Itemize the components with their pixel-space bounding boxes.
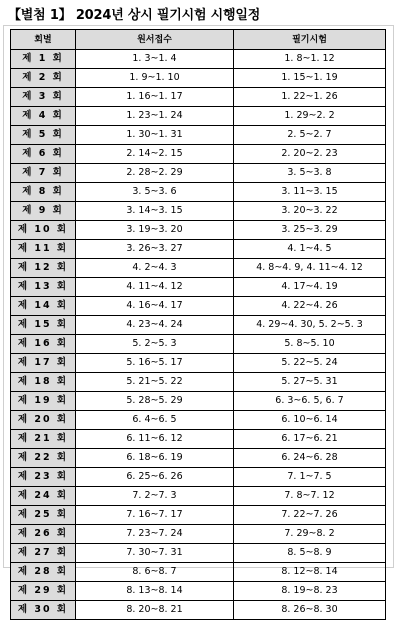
- exam-cell: 1. 8~1. 12: [234, 50, 386, 69]
- table-row: [11, 316, 386, 335]
- exam-cell: 5. 22~5. 24: [234, 354, 386, 373]
- header-round: 회별: [11, 30, 76, 50]
- round-cell: 제 29 회: [11, 582, 76, 601]
- table-row: [11, 259, 386, 278]
- application-cell: 6. 25~6. 26: [76, 468, 234, 487]
- header-application: 원서접수: [76, 30, 234, 50]
- table-row: [11, 69, 386, 88]
- round-cell: 제 4 회: [11, 107, 76, 126]
- application-cell: 7. 23~7. 24: [76, 525, 234, 544]
- table-row: [11, 506, 386, 525]
- application-cell: 3. 19~3. 20: [76, 221, 234, 240]
- application-cell: 4. 23~4. 24: [76, 316, 234, 335]
- application-cell: 1. 30~1. 31: [76, 126, 234, 145]
- exam-cell: 3. 11~3. 15: [234, 183, 386, 202]
- table-row: [11, 430, 386, 449]
- round-cell: 제 22 회: [11, 449, 76, 468]
- round-cell: 제 10 회: [11, 221, 76, 240]
- table-row: [11, 354, 386, 373]
- exam-cell: 6. 3~6. 5, 6. 7: [234, 392, 386, 411]
- exam-cell: 7. 22~7. 26: [234, 506, 386, 525]
- table-header: [11, 30, 386, 50]
- round-cell: 제 9 회: [11, 202, 76, 221]
- exam-cell: 8. 26~8. 30: [234, 601, 386, 620]
- exam-cell: 3. 5~3. 8: [234, 164, 386, 183]
- exam-cell: 2. 20~2. 23: [234, 145, 386, 164]
- round-cell: 제 7 회: [11, 164, 76, 183]
- round-cell: 제 1 회: [11, 50, 76, 69]
- round-cell: 제 20 회: [11, 411, 76, 430]
- table-row: [11, 221, 386, 240]
- table-row: [11, 373, 386, 392]
- exam-cell: 6. 24~6. 28: [234, 449, 386, 468]
- application-cell: 7. 16~7. 17: [76, 506, 234, 525]
- table-row: [11, 544, 386, 563]
- table-row: [11, 487, 386, 506]
- exam-cell: 1. 15~1. 19: [234, 69, 386, 88]
- table-body: [11, 50, 386, 620]
- table-row: [11, 240, 386, 259]
- table-row: [11, 145, 386, 164]
- exam-cell: 1. 22~1. 26: [234, 88, 386, 107]
- table-row: [11, 88, 386, 107]
- application-cell: 3. 5~3. 6: [76, 183, 234, 202]
- table-row: [11, 601, 386, 620]
- application-cell: 1. 16~1. 17: [76, 88, 234, 107]
- exam-cell: 4. 1~4. 5: [234, 240, 386, 259]
- application-cell: 7. 2~7. 3: [76, 487, 234, 506]
- round-cell: 제 13 회: [11, 278, 76, 297]
- application-cell: 1. 3~1. 4: [76, 50, 234, 69]
- application-cell: 6. 11~6. 12: [76, 430, 234, 449]
- application-cell: 8. 20~8. 21: [76, 601, 234, 620]
- round-cell: 제 26 회: [11, 525, 76, 544]
- table-row: [11, 582, 386, 601]
- round-cell: 제 3 회: [11, 88, 76, 107]
- application-cell: 2. 28~2. 29: [76, 164, 234, 183]
- round-cell: 제 28 회: [11, 563, 76, 582]
- exam-cell: 8. 5~8. 9: [234, 544, 386, 563]
- table-row: [11, 411, 386, 430]
- table-row: [11, 183, 386, 202]
- exam-cell: 8. 19~8. 23: [234, 582, 386, 601]
- round-cell: 제 21 회: [11, 430, 76, 449]
- application-cell: 4. 16~4. 17: [76, 297, 234, 316]
- table-row: [11, 107, 386, 126]
- application-cell: 3. 26~3. 27: [76, 240, 234, 259]
- table-row: [11, 468, 386, 487]
- application-cell: 3. 14~3. 15: [76, 202, 234, 221]
- exam-cell: 6. 10~6. 14: [234, 411, 386, 430]
- application-cell: 2. 14~2. 15: [76, 145, 234, 164]
- table-row: [11, 563, 386, 582]
- exam-cell: 7. 1~7. 5: [234, 468, 386, 487]
- application-cell: 5. 28~5. 29: [76, 392, 234, 411]
- round-cell: 제 19 회: [11, 392, 76, 411]
- round-cell: 제 5 회: [11, 126, 76, 145]
- application-cell: 6. 4~6. 5: [76, 411, 234, 430]
- table-row: [11, 335, 386, 354]
- table-row: [11, 126, 386, 145]
- round-cell: 제 15 회: [11, 316, 76, 335]
- table-row: [11, 392, 386, 411]
- exam-cell: 3. 20~3. 22: [234, 202, 386, 221]
- round-cell: 제 2 회: [11, 69, 76, 88]
- round-cell: 제 25 회: [11, 506, 76, 525]
- round-cell: 제 12 회: [11, 259, 76, 278]
- header-row: [11, 30, 386, 50]
- exam-schedule-table: [10, 29, 386, 620]
- application-cell: 5. 21~5. 22: [76, 373, 234, 392]
- round-cell: 제 11 회: [11, 240, 76, 259]
- application-cell: 6. 18~6. 19: [76, 449, 234, 468]
- exam-cell: 3. 25~3. 29: [234, 221, 386, 240]
- round-cell: 제 23 회: [11, 468, 76, 487]
- exam-cell: 5. 27~5. 31: [234, 373, 386, 392]
- exam-cell: 4. 17~4. 19: [234, 278, 386, 297]
- exam-cell: 7. 8~7. 12: [234, 487, 386, 506]
- application-cell: 1. 9~1. 10: [76, 69, 234, 88]
- exam-cell: 2. 5~2. 7: [234, 126, 386, 145]
- application-cell: 5. 16~5. 17: [76, 354, 234, 373]
- round-cell: 제 8 회: [11, 183, 76, 202]
- exam-cell: 1. 29~2. 2: [234, 107, 386, 126]
- table-row: [11, 297, 386, 316]
- application-cell: 8. 6~8. 7: [76, 563, 234, 582]
- table-row: [11, 202, 386, 221]
- table-row: [11, 50, 386, 69]
- round-cell: 제 30 회: [11, 601, 76, 620]
- round-cell: 제 24 회: [11, 487, 76, 506]
- table-row: [11, 449, 386, 468]
- exam-cell: 4. 22~4. 26: [234, 297, 386, 316]
- table-row: [11, 278, 386, 297]
- table-row: [11, 525, 386, 544]
- application-cell: 8. 13~8. 14: [76, 582, 234, 601]
- round-cell: 제 27 회: [11, 544, 76, 563]
- exam-cell: 5. 8~5. 10: [234, 335, 386, 354]
- round-cell: 제 17 회: [11, 354, 76, 373]
- application-cell: 1. 23~1. 24: [76, 107, 234, 126]
- exam-cell: 7. 29~8. 2: [234, 525, 386, 544]
- application-cell: 4. 11~4. 12: [76, 278, 234, 297]
- table-row: [11, 164, 386, 183]
- header-exam: 필기시험: [234, 30, 386, 50]
- document-title: 【별첨 1】 2024년 상시 필기시험 시행일정: [8, 8, 261, 23]
- exam-cell: 6. 17~6. 21: [234, 430, 386, 449]
- round-cell: 제 6 회: [11, 145, 76, 164]
- round-cell: 제 16 회: [11, 335, 76, 354]
- application-cell: 5. 2~5. 3: [76, 335, 234, 354]
- round-cell: 제 14 회: [11, 297, 76, 316]
- exam-cell: 4. 29~4. 30, 5. 2~5. 3: [234, 316, 386, 335]
- application-cell: 4. 2~4. 3: [76, 259, 234, 278]
- exam-cell: 4. 8~4. 9, 4. 11~4. 12: [234, 259, 386, 278]
- round-cell: 제 18 회: [11, 373, 76, 392]
- application-cell: 7. 30~7. 31: [76, 544, 234, 563]
- exam-cell: 8. 12~8. 14: [234, 563, 386, 582]
